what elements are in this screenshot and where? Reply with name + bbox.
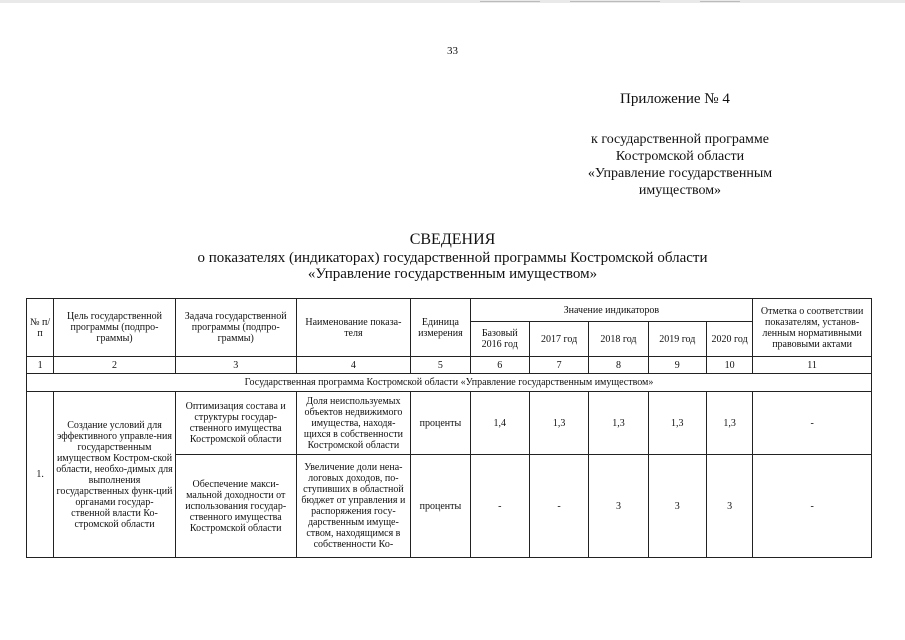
appendix-line: «Управление государственным (587, 166, 773, 181)
program-row: Государственная программа Костромской области «Управление государственным имуществом» (27, 374, 872, 392)
task-cell: Обеспечение макси-мальной доходности от использования государ-ственного имущества Костромской области (175, 455, 296, 558)
value-2020-cell: 3 (706, 455, 752, 558)
goal-cell: Создание условий для эффективного управле-ния государственным имуществом Костром-ской области, необхо-димых для выполнения государственных функ-ций органами государ-ственной власти Ко-стромской области (54, 392, 176, 558)
header-year-2020: 2020 год (706, 322, 752, 357)
document-subtitle: о показателях (индикаторах) государственной программы Костромской области (197, 250, 708, 266)
value-2019-cell: 1,3 (648, 392, 706, 455)
column-number: 11 (753, 357, 872, 374)
task-cell: Оптимизация состава и структуры государ-ственного имущества Костромской области (175, 392, 296, 455)
indicator-name-cell: Доля неиспользуемых объектов недвижимого имущества, находя-щихся в собственности Костромской области (296, 392, 411, 455)
header-no: № п/п (27, 299, 54, 357)
header-indicator-name: Наименование показа-теля (296, 299, 411, 357)
value-2020-cell: 1,3 (706, 392, 752, 455)
column-number: 8 (589, 357, 648, 374)
column-number: 7 (529, 357, 588, 374)
unit-cell: проценты (411, 392, 470, 455)
scan-artifact (480, 1, 540, 2)
header-year-2018: 2018 год (589, 322, 648, 357)
appendix-reference (560, 131, 800, 199)
compliance-cell: - (753, 392, 872, 455)
appendix-title: Приложение № 4 (620, 91, 730, 107)
column-number: 10 (706, 357, 752, 374)
value-2018-cell: 3 (589, 455, 648, 558)
header-base-year: Базовый 2016 год (470, 322, 529, 357)
value-base-cell: 1,4 (470, 392, 529, 455)
appendix-line: Костромской области (615, 149, 745, 164)
column-number: 9 (648, 357, 706, 374)
value-2018-cell: 1,3 (589, 392, 648, 455)
indicators-table (26, 298, 872, 558)
indicator-name-cell: Увеличение доли нена-логовых доходов, по-ступивших в областной бюджет от управления и распоряжения госу-дарственным имуще-ством, находящимся в собственности Ко- (296, 455, 411, 558)
column-number: 5 (411, 357, 470, 374)
scan-artifact (700, 1, 740, 2)
appendix-line: имуществом» (638, 183, 722, 198)
header-unit: Единица измерения (411, 299, 470, 357)
scan-top-edge (0, 0, 905, 3)
value-base-cell: - (470, 455, 529, 558)
document-subtitle-program: «Управление государственным имуществом» (307, 266, 598, 282)
column-number: 4 (296, 357, 411, 374)
table-row (27, 392, 872, 455)
header-year-2019: 2019 год (648, 322, 706, 357)
header-values-group: Значение индикаторов (470, 299, 753, 322)
header-year-2017: 2017 год (529, 322, 588, 357)
column-number: 1 (27, 357, 54, 374)
unit-cell: проценты (411, 455, 470, 558)
appendix-line: к государственной программе (591, 132, 769, 147)
document-title: СВЕДЕНИЯ (409, 231, 496, 248)
value-2017-cell: 1,3 (529, 392, 588, 455)
row-number: 1. (27, 392, 54, 558)
compliance-cell: - (753, 455, 872, 558)
header-compliance: Отметка о соответствии показателям, установ-ленным нормативными правовыми актами (753, 299, 872, 357)
value-2019-cell: 3 (648, 455, 706, 558)
header-goal: Цель государственной программы (подпро-граммы) (54, 299, 176, 357)
column-number: 6 (470, 357, 529, 374)
header-task: Задача государственной программы (подпро-граммы) (175, 299, 296, 357)
scan-artifact (570, 1, 660, 2)
column-number: 3 (175, 357, 296, 374)
column-number: 2 (54, 357, 176, 374)
page-number: 33 (447, 45, 458, 57)
value-2017-cell: - (529, 455, 588, 558)
